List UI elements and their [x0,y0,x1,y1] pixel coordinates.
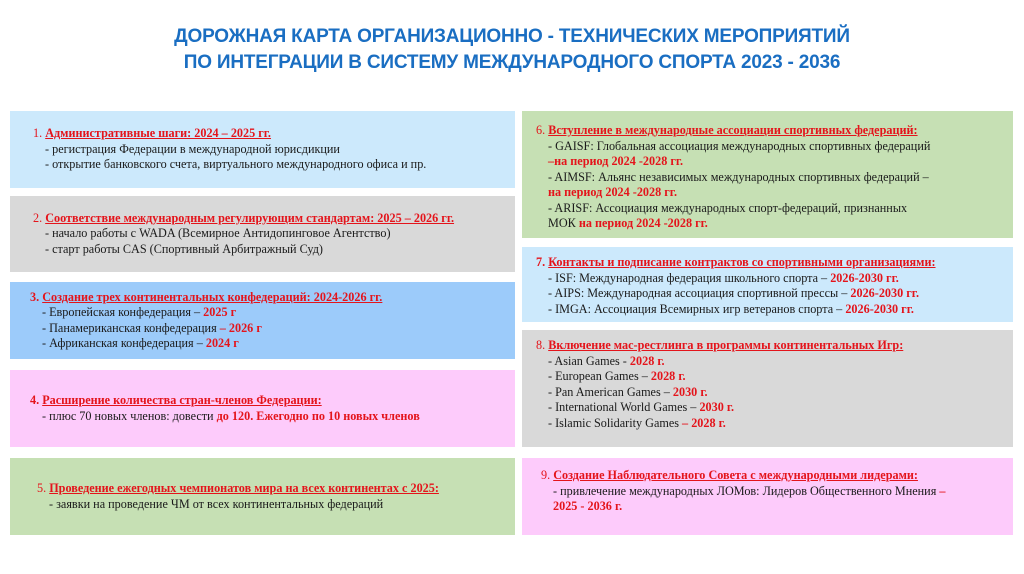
item-line: - International World Games – 2030 г. [548,400,735,414]
title-line-1: ДОРОЖНАЯ КАРТА ОРГАНИЗАЦИОННО - ТЕХНИЧЕСКИХ МЕРОПРИЯТИЙ [174,26,850,47]
item-heading: 6. Вступление в международные ассоциации спортивных федераций: [536,123,918,137]
item-line: на период 2024 -2028 гг. [548,185,677,199]
item-line: - Африканская конфедерация – 2024 г [42,336,239,350]
item-heading: 7. Контакты и подписание контрактов со спортивными организациями: [536,255,936,269]
item-line: - старт работы CAS (Спортивный Арбитражный Суд) [45,241,323,256]
roadmap-item-2 [10,196,515,272]
item-line: - Pan American Games – 2030 г. [548,384,708,399]
item-line: - Панамериканская конфедерация – 2026 г [42,320,262,335]
item-line: - GAISF: Глобальная ассоциация международных спортивных федераций [548,138,931,153]
item-line: - AIPS: Международная ассоциация спортивной прессы – 2026-2030 гг. [548,286,919,300]
item-line: - Европейская конфедерация – 2025 г [42,305,237,319]
item-line: - регистрация Федерации в международной юрисдикции [45,141,340,156]
roadmap-item-5 [10,458,515,535]
item-line: - ISF: Международная федерация школьного спорта – 2026-2030 гг. [548,270,899,285]
item-heading: 3. Создание трех континентальных конфедераций: 2024-2026 гг. [30,289,383,304]
title-line-2: ПО ИНТЕГРАЦИИ В СИСТЕМУ МЕЖДУНАРОДНОГО СПОРТА 2023 - 2036 [183,52,841,73]
item-heading: 9. Создание Наблюдательного Совета с международными лидерами: [541,468,918,482]
item-line: - начало работы с WADA (Всемирное Антидопинговое Агентство) [45,226,391,241]
roadmap-item-1 [10,111,515,188]
roadmap-item-9 [522,458,1013,535]
item-heading: 4. Расширение количества стран-членов Федерации: [30,393,322,407]
item-line: - Islamic Solidarity Games – 2028 г. [548,415,726,430]
item-line: - открытие банковского счета, виртуального международного офиса и пр. [45,157,427,172]
roadmap-item-8 [522,330,1013,447]
item-line: - привлечение международных ЛОМов: Лидеров Общественного Мнения – [553,483,946,498]
item-line: - ARISF: Ассоциация международных спорт-федераций, признанных [548,200,908,215]
item-line: - плюс 70 новых членов: довести до 120. Ежегодно по 10 новых членов [42,408,420,423]
item-line: - Asian Games - 2028 г. [548,353,665,368]
item-line: МОК на период 2024 -2028 гг. [548,216,708,230]
item-heading: 8. Включение мас-рестлинга в программы континентальных Игр: [536,338,904,352]
item-line: –на период 2024 -2028 гг. [548,154,684,168]
roadmap-item-6 [522,111,1013,238]
item-line: 2025 - 2036 г. [553,499,623,513]
item-line: - IMGA: Ассоциация Всемирных игр ветеранов спорта – 2026-2030 гг. [548,301,914,316]
item-heading: 2. Соответствие международным регулирующим стандартам: 2025 – 2026 гг. [33,210,455,225]
roadmap-item-4 [10,370,515,447]
roadmap-item-7 [522,247,1013,322]
page-title [0,24,1024,76]
item-line: - заявки на проведение ЧМ от всех континентальных федераций [49,496,384,511]
roadmap-item-3 [10,282,515,359]
item-line: - AIMSF: Альянс независимых международных спортивных федераций – [548,169,929,184]
item-heading: 5. Проведение ежегодных чемпионатов мира на всех континентах с 2025: [37,481,439,495]
item-line: - European Games – 2028 г. [548,369,686,383]
item-heading: 1. Административные шаги: 2024 – 2025 гг. [33,126,271,141]
